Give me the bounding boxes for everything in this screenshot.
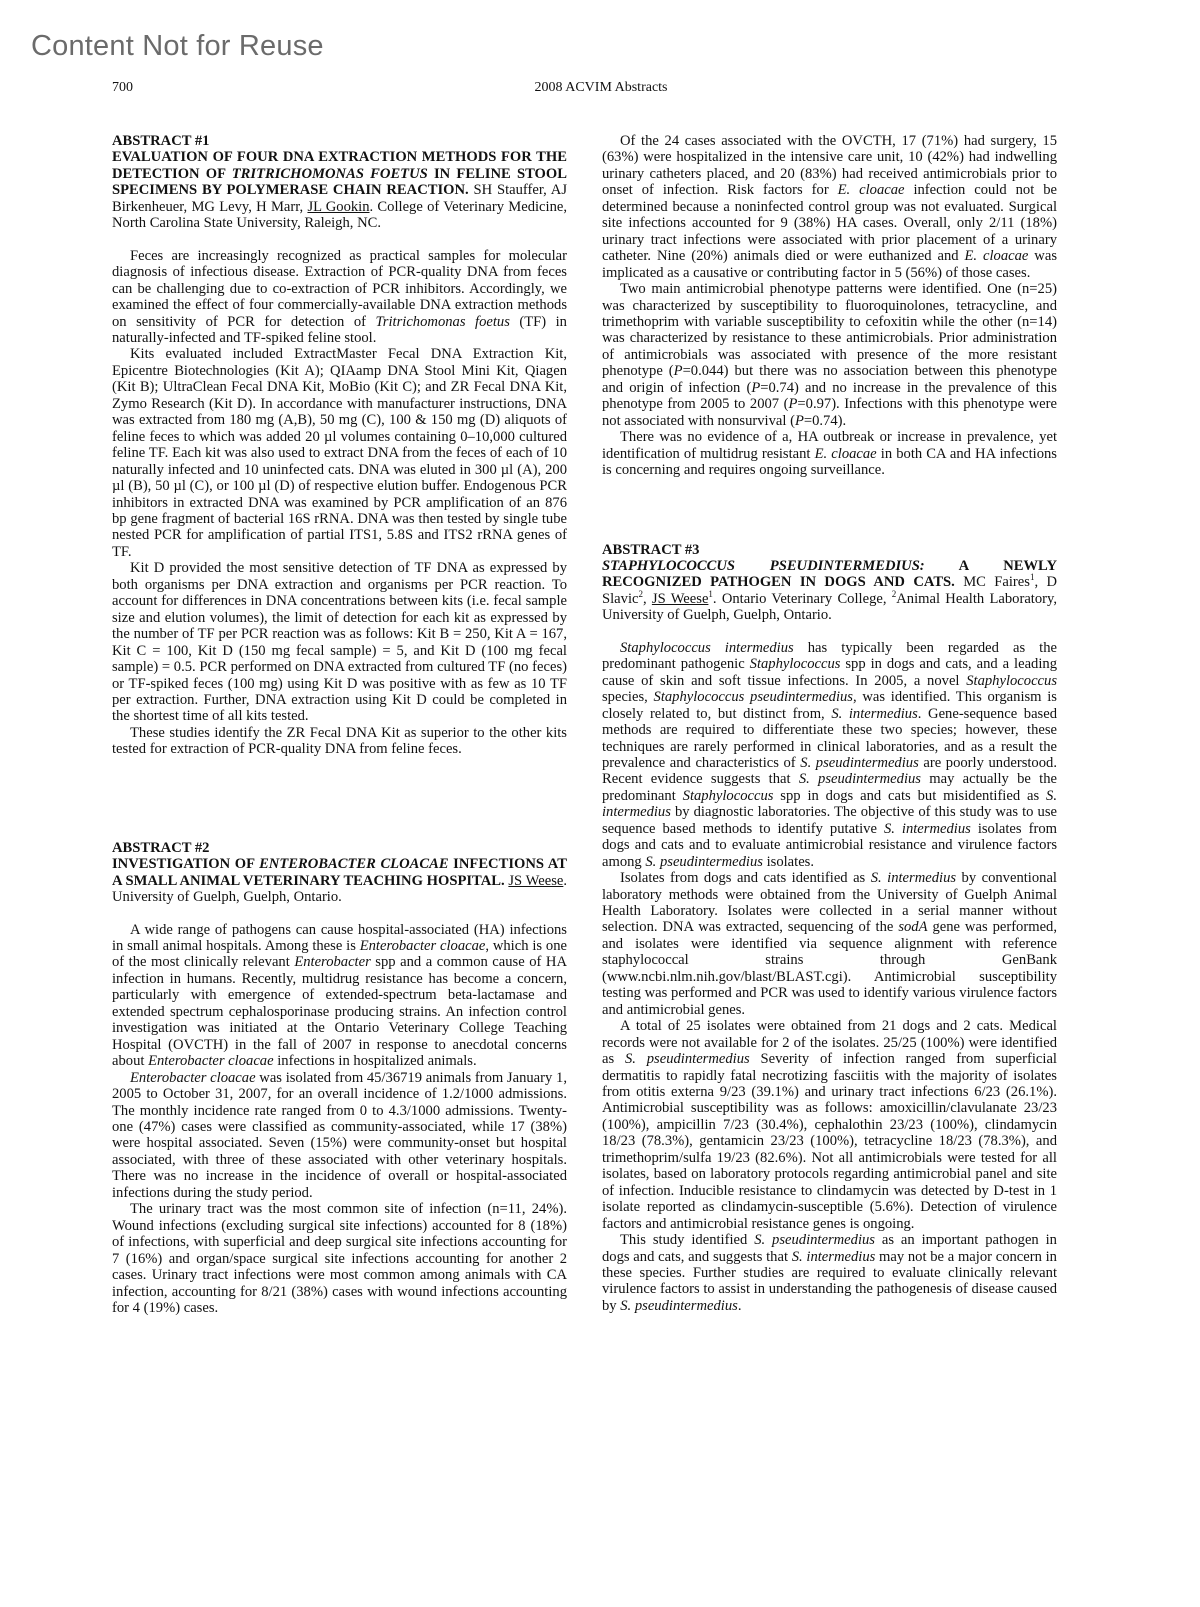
text: was implicated as a causative or contributing factor in 5 (56%) of those cases. — [602, 248, 1057, 281]
abstract-3-paragraph-1: Staphylococcus intermedius has typically been regarded as the predominant pathogenic Staphylococcus spp in dogs and cats, and a leading cause of skin and soft tissue infections. In 2005, a novel Staphylococcus species, Staphylococcus pseudintermedius, was identified. This organism is closely related to, but distinct from, S. intermedius. Gene-sequence based methods are required to differentiate these two species; however, these techniques are rarely performed in clinical laboratories, and as a result the prevalence and characteristics of S. pseudintermedius are poorly understood. Recent evidence suggests that S. pseudintermedius may actually be the predominant Staphylococcus spp in dogs and cats but misidentified as S. intermedius by diagnostic laboratories. The objective of this study was to use sequence based methods to identify putative S. intermedius isolates from dogs and cats and to evaluate antimicrobial resistance and virulence factors among S. pseudintermedius isolates. — [602, 639, 1057, 870]
abstract-3-paragraph-4: This study identified S. pseudintermedius as an important pathogen in dogs and cats, and suggests that S. intermedius may not be a major concern in these species. Further studies are required to evaluate clinically relevant virulence factors to assist in understanding the pathogenesis of disease caused by S. pseudintermedius. — [602, 1232, 1057, 1314]
italic-text: P — [673, 363, 683, 380]
text: A wide range of pathogens can cause hospital-associated (HA) infections in small animal hospitals. Among these is — [112, 921, 567, 955]
text: =0.74) and no increase in the prevalence of this phenotype from 2005 to 2007 ( — [602, 379, 1057, 413]
page-header — [112, 80, 1090, 100]
abstract-1-p1-text-a: Feces are increasingly recognized as practical samples for molecular diagnosis of infectious disease. Extraction of PCR-quality DNA from feces can be challenging due to co-extraction of PCR inhibitors. Accordingly, we examined the effect of four commercially-available DNA extraction methods on sensitivity of PCR for detection of — [112, 247, 567, 330]
italic-term: S. pseudintermedius — [754, 1232, 875, 1249]
abstract-2-paragraph-2 — [112, 1070, 567, 1202]
italic-term: Staphylococcus — [682, 787, 774, 804]
abstract-2 — [112, 840, 567, 1317]
italic-term: S. intermedius — [870, 870, 957, 887]
abstract-2-title-b: INFECTIONS AT A SMALL ANIMAL VETERINARY TEACHING HOSPITAL. — [112, 856, 567, 889]
italic-text: P — [794, 412, 804, 429]
italic-term: Staphylococcus — [749, 656, 841, 673]
running-head: 2008 ACVIM Abstracts — [534, 80, 668, 95]
text: , — [642, 590, 652, 607]
abstract-2-paragraph-6 — [602, 429, 1057, 478]
spacer — [602, 479, 1057, 542]
abstract-2-label: ABSTRACT #2 — [112, 839, 210, 856]
abstract-1-paragraph-4: These studies identify the ZR Fecal DNA Kit as superior to the other kits tested for extraction of PCR-quality DNA from feline feces. — [112, 724, 567, 758]
italic-text: E. cloacae — [837, 182, 905, 199]
abstract-3-affiliation-2: Animal Health Laboratory, University of Guelph, Guelph, Ontario. — [602, 590, 1057, 624]
superscript: 2 — [891, 589, 897, 600]
italic-text: Enterobacter cloacae — [130, 1069, 256, 1086]
abstract-3-paragraph-3: A total of 25 isolates were obtained from 21 dogs and 2 cats. Medical records were not available for 2 of the isolates. 25/25 (100%) were identified as S. pseudintermedius Severity of infection ranged from superficial dermatitis to rapidly fatal necrotizing fasciitis with the majority of isolates from otitis externa 9/23 (39.1%) and urinary tract infections 6/23 (26.1%). Antimicrobial susceptibility was as follows: amoxicillin/clavulanate 23/23 (100%), ampicillin 7/23 (30.4%), cephalothin 23/23 (100%), clindamycin 18/23 (78.3%), gentamicin 23/23 (100%), tetracycline 18/23 (78.3%), and trimethoprim/sulfa 19/23 (82.6%). Not all antimicrobials were tested for all isolates, based on laboratory protocols regarding antimicrobial panel and site of infection. Inducible resistance to clindamycin was detected by D-test in 1 isolate reported as clindamycin-susceptible (5.6%). Detection of virulence factors and antimicrobial resistance genes is ongoing. — [602, 1018, 1057, 1232]
text: infections in hospitalized animals. — [273, 1053, 477, 1070]
text: spp and a common cause of HA infection in humans. Recently, multidrug resistance has become a concern, particularly with emergence of extended-spectrum beta-lactamase and extended spectrum cephalosporinase producing strains. An infection control investigation was initiated at the Ontario Veterinary College Teaching Hospital (OVCTH) in the fall of 2007 in response to anecdotal concerns about — [112, 954, 568, 1070]
abstract-3-title-italic: STAPHYLOCOCCUS PSEUDINTERMEDIUS: — [602, 557, 925, 574]
abstract-3-paragraph-2: Isolates from dogs and cats identified as S. intermedius by conventional laboratory methods were obtained from the University of Guelph Animal Health Laboratory. Isolates were collected in a serial manner without selection. DNA was extracted, sequencing of the sodA gene was performed, and isolates were identified via sequence alignment with reference staphylococcal strains through GenBank (www.ncbi.nlm.nih.gov/blast/BLAST.cgi). Antimicrobial susceptibility testing was performed and PCR was used to identify various virulence factors and antimicrobial genes. — [602, 870, 1057, 1018]
text: in both CA and HA infections is concerning and requires ongoing surveillance. — [602, 445, 1057, 479]
text: was isolated from 45/36719 animals from January 1, 2005 to October 31, 2007, for an overall incidence of 1.2/1000 admissions. The monthly incidence rate ranged from 0 to 4.3/1000 admissions. Twenty-one (47%) cases were classified as community-associated, while 17 (38%) were hospital associated. Seven (15%) were community-onset but hospital associated, with three of these associated with other veterinary hospitals. There was no increase in the incidence of overall or hospital-associated infections during the study period. — [112, 1069, 567, 1201]
abstract-2-affiliation: . University of Guelph, Guelph, Ontario. — [112, 872, 568, 906]
watermark: Content Not for Reuse — [31, 30, 324, 62]
abstract-2-title-a: INVESTIGATION OF — [112, 856, 260, 873]
italic-text: P — [751, 379, 761, 396]
abstract-1-title-b: IN FELINE STOOL SPECIMENS BY POLYMERASE CHAIN REACTION. — [112, 165, 567, 199]
abstract-1-affiliation: . College of Veterinary Medicine, North Carolina State University, Raleigh, NC. — [112, 198, 568, 232]
abstract-2-paragraph-1 — [112, 922, 567, 1070]
italic-text: P — [788, 396, 798, 413]
italic-term: S. pseudintermedius — [800, 754, 919, 771]
superscript: 1 — [708, 589, 713, 600]
abstract-1-title-italic: TRITRICHOMONAS FOETUS — [231, 165, 428, 182]
abstract-1-paragraph-1 — [112, 248, 567, 347]
abstract-2-title-italic: ENTEROBACTER CLOACAE — [259, 856, 449, 873]
abstract-2-paragraph-5 — [602, 281, 1057, 429]
abstract-3-author-1: MC Faires — [954, 574, 1030, 591]
italic-term: S. pseudintermedius — [620, 1297, 738, 1314]
abstract-1-heading — [112, 149, 567, 231]
italic-term: S. pseudintermedius — [624, 1051, 750, 1068]
italic-term: S. intermedius — [791, 1248, 876, 1265]
abstract-2-paragraph-3: The urinary tract was the most common site of infection (n=11, 24%). Wound infections (excluding surgical site infections) accounted for 8 (18%) of infections, with superficial and deep surgical site infections accounting for 7 (16%) and organ/space surgical site infections accounting for another 2 cases. Urinary tract infections were most common among animals with CA infection, accounting for 8/21 (38%) cases with wound infections accounting for 4 (19%) cases. — [112, 1201, 567, 1316]
italic-term: S. intermedius — [831, 705, 918, 722]
text: There was no evidence of a, HA outbreak or increase in prevalence, yet identification of multidrug resistant — [602, 429, 1057, 462]
text: =0.74). — [803, 412, 847, 429]
text: Of the 24 cases associated with the OVCTH, 17 (71%) had surgery, 15 (63%) were hospitalized in the intensive care unit, 10 (42%) had indwelling urinary catheters placed, and 20 (83%) had received antimicrobials prior to onset of infection. Risk factors for — [602, 133, 1057, 199]
left-column — [112, 133, 567, 1316]
abstract-2-heading — [112, 856, 567, 905]
abstract-1-title-a: EVALUATION OF FOUR DNA EXTRACTION METHODS FOR THE DETECTION OF — [112, 149, 567, 182]
text: Two main antimicrobial phenotype patterns were identified. One (n=25) was characterized by susceptibility to fluoroquinolones, tetracycline, and trimethoprim with variable susceptibility to cefoxitin while the other (n=14) was characterized by resistance to these antimicrobials. Prior administration of antimicrobials was associated with presence of the more resistant phenotype ( — [602, 281, 1057, 380]
italic-text: Enterobacter cloacae — [148, 1053, 274, 1070]
spacer — [112, 758, 567, 840]
abstract-1-p1-italic: Tritrichomonas foetus — [375, 313, 510, 330]
italic-term: Staphylococcus — [966, 672, 1057, 689]
italic-term: S. pseudintermedius — [645, 853, 763, 870]
abstract-2-paragraph-4 — [602, 133, 1057, 281]
italic-text: E. cloacae — [964, 248, 1029, 265]
italic-text: E. cloacae — [814, 445, 877, 462]
abstract-3-presenter: JS Weese — [651, 590, 709, 607]
abstract-3-heading — [602, 558, 1057, 624]
abstract-3-affiliation-1: . Ontario Veterinary College, — [712, 590, 892, 607]
abstract-3-title-b: A NEWLY RECOGNIZED PATHOGEN IN DOGS AND CATS. — [602, 557, 1057, 591]
abstract-1-paragraph-3: Kit D provided the most sensitive detection of TF DNA as expressed by both organisms per DNA extraction and organisms per PCR reaction. To account for differences in DNA concentrations between kits (i.e. fecal sample size and elution volumes), the limit of detection for each kit as expressed by the number of TF per PCR reaction was as follows: Kit B = 250, Kit A = 167, Kit C = 100, Kit D (150 mg fecal sample) = 5, and Kit D (100 mg fecal sample) = 0.5. PCR performed on DNA extracted from cultured TF (no feces) or TF-spiked feces (100 mg) using Kit D was positive with as few as 10 TF per extraction. Further, DNA extraction using Kit D could be completed in the shortest time of all kits tested. — [112, 560, 567, 725]
text: infection could not be determined because a noninfected control group was not evaluated. Surgical site infections accounted for 9 (38%) HA cases. Overall, only 2/11 (18%) urinary tract infections were associated with prior placement of a urinary catheter. Nine (20%) animals died or were euthanized and — [602, 182, 1057, 265]
text: =0.044) but there was no association between this phenotype and origin of infection ( — [602, 363, 1057, 396]
abstract-3 — [602, 542, 1057, 1315]
italic-text: Enterobacter cloacae — [359, 938, 486, 955]
right-column — [602, 133, 1057, 1314]
abstract-2-presenter: JS Weese — [508, 872, 564, 889]
superscript: 2 — [638, 589, 643, 600]
italic-term: Staphylococcus pseudintermedius — [653, 689, 853, 706]
italic-term: S. intermedius — [883, 820, 971, 837]
abstract-1-paragraph-2: Kits evaluated included ExtractMaster Fecal DNA Extraction Kit, Epicentre Biotechnologies (Kit A); QIAamp DNA Stool Mini Kit, Qiagen (Kit B); UltraClean Fecal DNA Kit, MoBio (Kit C); and ZR Fecal DNA Kit, Zymo Research (Kit D). In accordance with manufacturer instructions, DNA was extracted from 180 mg (A,B), 50 mg (C), 100 & 150 mg (D) aliquots of feline feces to which was added 20 µl volumes containing 0–10,000 cultured feline TF. Each kit was also used to extract DNA from the feces of each of 10 naturally infected and 10 uninfected cats. DNA was eluted in 300 µl (A), 200 µl (B), 50 µl (C), or 100 µl (D) of respective elution buffer. Endogenous PCR inhibitors in extracted DNA was examined by PCR amplification of an 876 bp gene fragment of bacterial 16S rRNA. DNA was then tested by single tube nested PCR for amplification of partial ITS1, 5.8S and ITS2 rRNA genes of TF. — [112, 346, 567, 560]
abstract-3-label: ABSTRACT #3 — [602, 541, 700, 558]
italic-term: S. intermedius — [602, 787, 1057, 821]
italic-term: S. pseudintermedius — [798, 771, 921, 788]
superscript: 1 — [1029, 572, 1035, 583]
abstract-1-p1-text-b: (TF) in naturally-infected and TF-spiked feline stool. — [112, 313, 567, 346]
abstract-1-authors: SH Stauffer, AJ Birkenheuer, MG Levy, H Marr, — [112, 182, 567, 215]
abstract-1 — [112, 133, 567, 758]
abstract-1-label: ABSTRACT #1 — [112, 133, 210, 149]
page-number: 700 — [112, 80, 133, 95]
abstract-1-presenter: JL Gookin — [307, 198, 370, 215]
italic-text: Enterobacter — [294, 954, 371, 971]
italic-term: sodA — [898, 919, 928, 936]
abstract-3-author-2: , D Slavic — [602, 574, 1058, 607]
text: , which is one of the most clinically relevant — [112, 938, 567, 971]
text: =0.97). Infections with this phenotype were not associated with nonsurvival ( — [602, 396, 1057, 429]
italic-term: Staphylococcus intermedius — [620, 639, 794, 656]
